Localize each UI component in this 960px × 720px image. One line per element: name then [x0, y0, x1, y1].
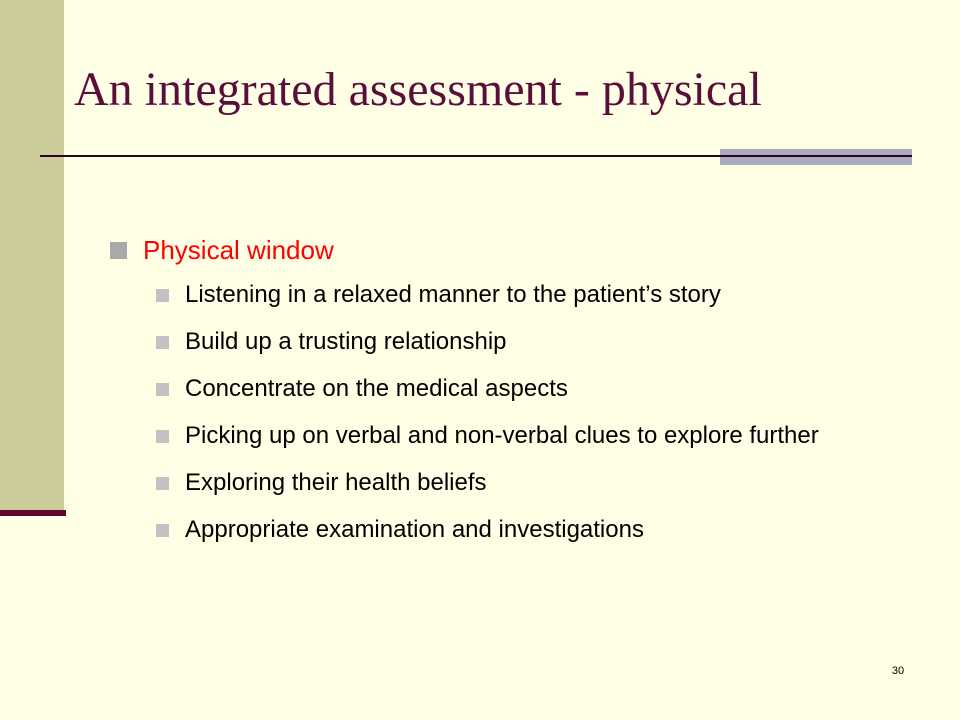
left-band-underline: [0, 510, 66, 516]
sub-bullet-text: Picking up on verbal and non-verbal clues to explore further: [185, 422, 819, 449]
sub-bullet-item: [156, 466, 876, 500]
sub-bullet-item: [156, 278, 876, 312]
sub-bullet-item: [156, 325, 876, 359]
square-bullet-icon: [156, 336, 169, 349]
sub-bullet-item: [156, 513, 876, 547]
sub-bullet-text: Build up a trusting relationship: [185, 328, 507, 355]
sub-bullet-item: [156, 419, 876, 453]
slide-content: [110, 232, 890, 560]
sub-bullet-text: Appropriate examination and investigations: [185, 516, 644, 543]
title-accent-bar: [720, 149, 912, 165]
square-bullet-icon: [156, 289, 169, 302]
square-bullet-icon: [156, 430, 169, 443]
left-decorative-band: [0, 0, 64, 512]
bullet-physical-window: [110, 232, 890, 268]
slide-title: An integrated assessment - physical: [74, 63, 762, 116]
bullet-text: Physical window: [143, 235, 334, 265]
square-bullet-icon: [110, 242, 127, 259]
sub-bullet-text: Listening in a relaxed manner to the patient’s story: [185, 281, 721, 308]
sub-bullet-text: Exploring their health beliefs: [185, 469, 487, 496]
sub-bullet-list: [110, 278, 890, 547]
square-bullet-icon: [156, 383, 169, 396]
sub-bullet-item: [156, 372, 876, 406]
square-bullet-icon: [156, 477, 169, 490]
square-bullet-icon: [156, 524, 169, 537]
sub-bullet-text: Concentrate on the medical aspects: [185, 375, 568, 402]
slide-number: 30: [891, 665, 905, 677]
